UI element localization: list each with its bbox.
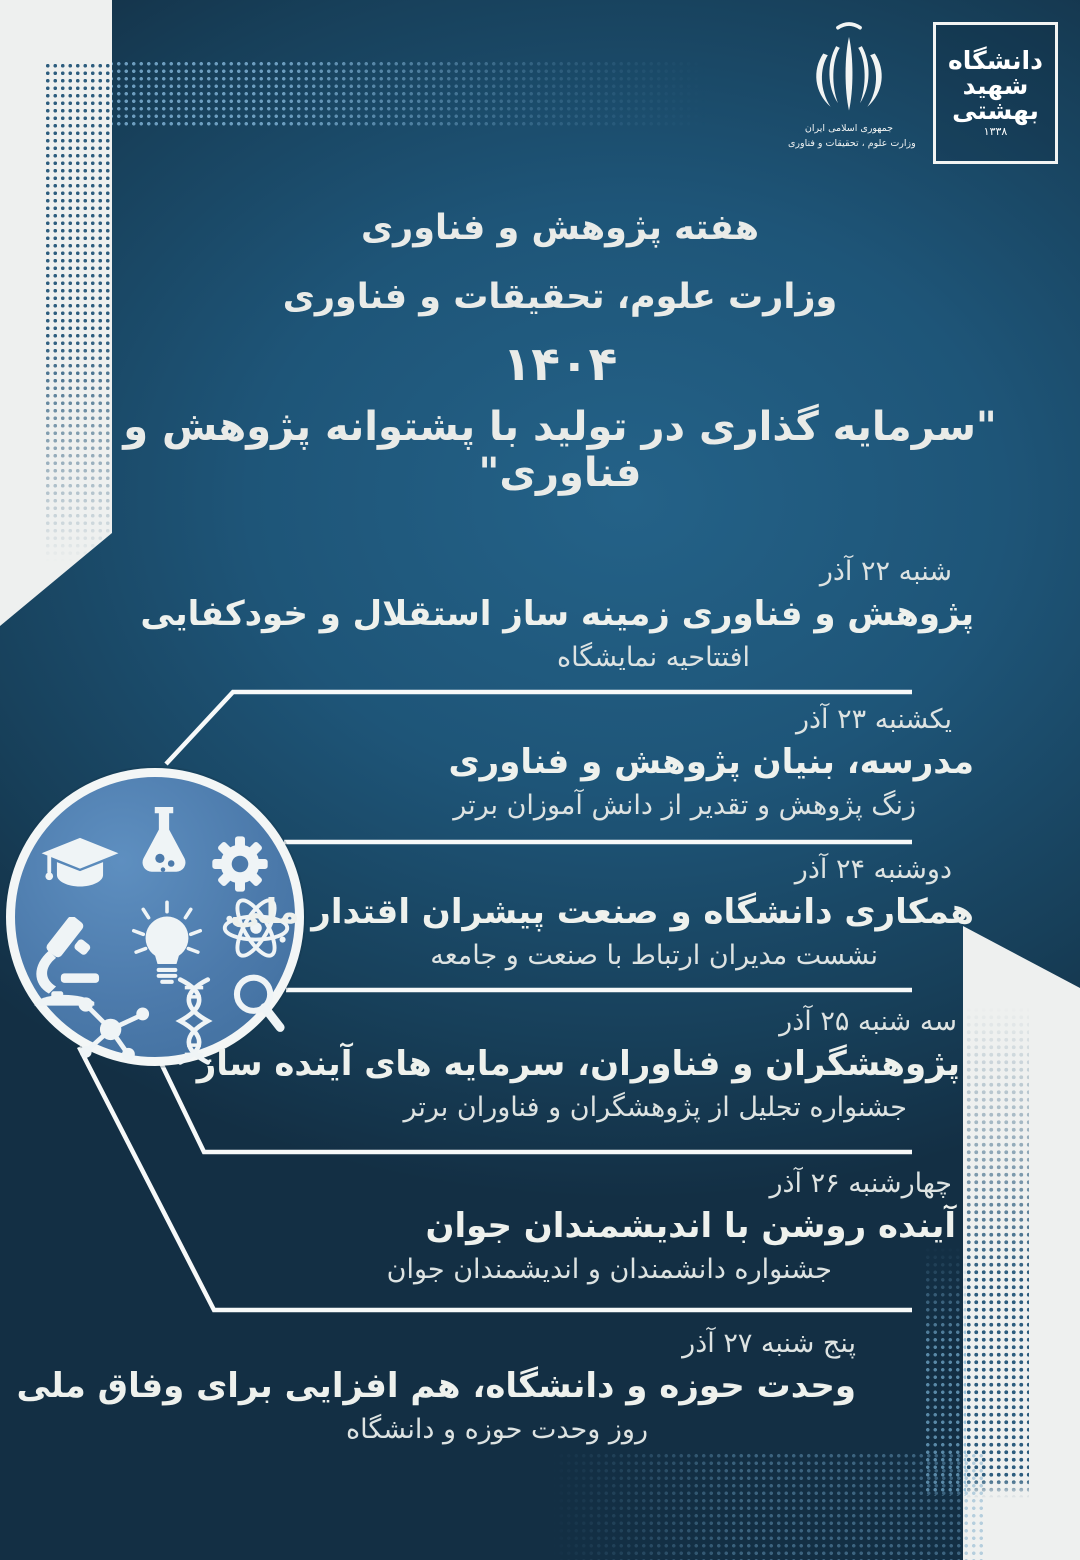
event-date: پنج شنبه ۲۷ آذر [682, 1328, 856, 1359]
event-date: سه شنبه ۲۵ آذر [779, 1006, 957, 1037]
event-subtitle: نشست مدیران ارتباط با صنعت و جامعه [430, 939, 878, 971]
event-title: آینده روشن با اندیشمندان جوان [425, 1206, 956, 1247]
event-title: پژوهش و فناوری زمینه ساز استقلال و خودکفایی [140, 594, 974, 635]
event-subtitle: روز وحدت حوزه و دانشگاه [345, 1413, 648, 1445]
ministry-caption-2: وزارت علوم ، تحقیقات و فناوری [788, 137, 916, 149]
ministry-caption-1: جمهوری اسلامی ایران [804, 123, 894, 134]
event-item-1 [0, 556, 1080, 673]
poster-year: ۱۴۰۴ [502, 337, 618, 392]
event-title: وحدت حوزه و دانشگاه، هم افزایی برای وفاق ملی [16, 1366, 856, 1407]
event-date: چهارشنبه ۲۶ آذر [769, 1168, 952, 1199]
event-subtitle: افتتاحیه نمایشگاه [556, 641, 750, 673]
event-item-5 [0, 1168, 1080, 1285]
event-item-4 [0, 1006, 1080, 1123]
event-title: پژوهشگران و فناوران، سرمایه های آینده ساز [196, 1044, 960, 1085]
poster-title-line1: هفته پژوهش و فناوری [360, 208, 760, 248]
event-date: شنبه ۲۲ آذر [819, 556, 952, 587]
event-item-6 [0, 1328, 1080, 1445]
event-title: همکاری دانشگاه و صنعت پیشران اقتدار ملی [230, 892, 974, 933]
poster-slogan: "سرمایه گذاری در تولید با پشتوانه پژوهش و فناوری" [123, 404, 997, 496]
university-name-1: دانشگاه [948, 46, 1043, 75]
event-item-2 [0, 704, 1080, 821]
university-founding-year: ۱۳۳۸ [983, 125, 1008, 138]
event-subtitle: جشنواره تجلیل از پژوهشگران و فناوران برتر [403, 1091, 907, 1123]
event-date: دوشنبه ۲۴ آذر [794, 854, 952, 885]
university-name-2: شهید [962, 71, 1029, 100]
poster-title-line2: وزارت علوم، تحقیقات و فناوری [282, 277, 838, 317]
event-item-3 [0, 854, 1080, 971]
event-subtitle: زنگ پژوهش و تقدیر از دانش آموزان برتر [453, 789, 916, 821]
event-date: یکشنبه ۲۳ آذر [795, 704, 952, 735]
event-subtitle: جشنواره دانشمندان و اندیشمندان جوان [386, 1253, 832, 1285]
event-title: مدرسه، بنیان پژوهش و فناوری [448, 742, 974, 783]
university-name-3: بهشتی [952, 96, 1039, 125]
